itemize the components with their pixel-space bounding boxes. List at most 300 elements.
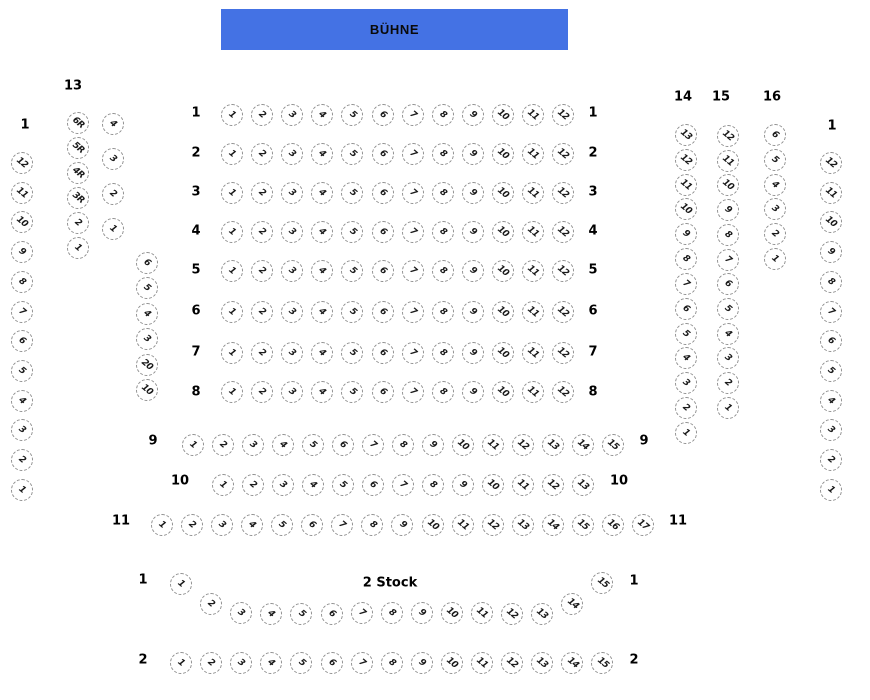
seat-right-block-10[interactable]	[820, 211, 842, 233]
seat-number: 8	[825, 276, 837, 288]
seat-row-7-1[interactable]	[221, 342, 243, 364]
seat-stock2-row-1-12[interactable]	[501, 603, 523, 625]
seat-number: 7	[407, 109, 419, 121]
seat-number: 5	[346, 148, 358, 160]
seat-row-7-2[interactable]	[251, 342, 273, 364]
seat-row-4-11[interactable]	[522, 221, 544, 243]
seat-row-2-9[interactable]	[462, 143, 484, 165]
seat-row-6-3[interactable]	[281, 301, 303, 323]
seat-block13-r-5R[interactable]	[67, 137, 89, 159]
seat-block13-lower-3[interactable]	[136, 328, 158, 350]
seat-row-9-4[interactable]	[272, 434, 294, 456]
seat-row-5-7[interactable]	[402, 260, 424, 282]
seat-row-9-12[interactable]	[512, 434, 534, 456]
seat-row-10-9[interactable]	[452, 474, 474, 496]
seat-row-3-5[interactable]	[341, 182, 363, 204]
seat-stock2-row-1-5[interactable]	[290, 603, 312, 625]
seat-row-2-1[interactable]	[221, 143, 243, 165]
seat-row-9-15[interactable]	[602, 434, 624, 456]
seat-stock2-row-2-7[interactable]	[351, 652, 373, 674]
seat-number: 7	[407, 148, 419, 160]
seat-row-5-6[interactable]	[372, 260, 394, 282]
seat-number: 12	[545, 477, 561, 493]
seat-number: 3	[277, 479, 289, 491]
seat-row-11-12[interactable]	[482, 514, 504, 536]
seat-number: 4	[316, 148, 328, 160]
seat-row-5-8[interactable]	[432, 260, 454, 282]
seat-row-3-6[interactable]	[372, 182, 394, 204]
seat-block13-lower-5[interactable]	[136, 277, 158, 299]
seat-row-4-6[interactable]	[372, 221, 394, 243]
seat-row-8-5[interactable]	[341, 381, 363, 403]
seat-row-7-3[interactable]	[281, 342, 303, 364]
seat-row-1-11[interactable]	[522, 104, 544, 126]
seat-row-1-12[interactable]	[552, 104, 574, 126]
seat-col-16-3[interactable]	[764, 198, 786, 220]
seat-col-16-2[interactable]	[764, 223, 786, 245]
seat-stock2-row-2-5[interactable]	[290, 652, 312, 674]
seat-left-block-2[interactable]	[11, 449, 33, 471]
seat-block13-r-6R[interactable]	[67, 112, 89, 134]
seat-row-7-11[interactable]	[522, 342, 544, 364]
seat-stock2-row-2-14[interactable]	[561, 652, 583, 674]
seat-row-5-11[interactable]	[522, 260, 544, 282]
seat-row-6-6[interactable]	[372, 301, 394, 323]
seat-row-9-14[interactable]	[572, 434, 594, 456]
seat-row-11-3[interactable]	[211, 514, 233, 536]
seat-row-9-8[interactable]	[392, 434, 414, 456]
seat-col-14-5[interactable]	[675, 323, 697, 345]
seat-row-9-13[interactable]	[542, 434, 564, 456]
seat-row-4-1[interactable]	[221, 221, 243, 243]
seat-row-8-7[interactable]	[402, 381, 424, 403]
seat-col-15-9[interactable]	[717, 199, 739, 221]
seat-row-11-14[interactable]	[542, 514, 564, 536]
seat-col-15-11[interactable]	[717, 150, 739, 172]
seat-row-3-9[interactable]	[462, 182, 484, 204]
seat-left-block-11[interactable]	[11, 182, 33, 204]
seat-block13-r-3R[interactable]	[67, 187, 89, 209]
seat-col-14-1[interactable]	[675, 422, 697, 444]
seat-row-11-10[interactable]	[422, 514, 444, 536]
seat-stock2-row-2-1[interactable]	[170, 652, 192, 674]
seat-stock2-row-2-13[interactable]	[531, 652, 553, 674]
seat-row-10-1[interactable]	[212, 474, 234, 496]
seat-row-4-8[interactable]	[432, 221, 454, 243]
seat-right-block-3[interactable]	[820, 419, 842, 441]
seat-row-3-10[interactable]	[492, 182, 514, 204]
seat-col-14-8[interactable]	[675, 248, 697, 270]
seat-left-block-10[interactable]	[11, 211, 33, 233]
seat-number: 8	[437, 109, 449, 121]
seat-number: 16	[605, 517, 621, 533]
seat-right-block-2[interactable]	[820, 449, 842, 471]
seat-col-14-7[interactable]	[675, 273, 697, 295]
seat-number: 3	[286, 347, 298, 359]
seat-row-9-5[interactable]	[302, 434, 324, 456]
seat-row-9-3[interactable]	[242, 434, 264, 456]
seat-col-15-1[interactable]	[717, 397, 739, 419]
seat-row-1-1[interactable]	[221, 104, 243, 126]
seat-left-block-8[interactable]	[11, 271, 33, 293]
seat-right-block-7[interactable]	[820, 301, 842, 323]
seat-row-2-4[interactable]	[311, 143, 333, 165]
seat-stock2-row-1-1[interactable]	[170, 573, 192, 595]
seat-row-1-8[interactable]	[432, 104, 454, 126]
seat-row-4-2[interactable]	[251, 221, 273, 243]
seat-number: 10	[444, 605, 460, 621]
block-14-label: 14	[673, 89, 693, 105]
seat-col-15-12[interactable]	[717, 125, 739, 147]
seat-row-5-5[interactable]	[341, 260, 363, 282]
seat-stock2-row-2-8[interactable]	[381, 652, 403, 674]
seat-number: 11	[678, 177, 694, 193]
seat-row-11-4[interactable]	[241, 514, 263, 536]
seat-row-6-7[interactable]	[402, 301, 424, 323]
seat-row-3-11[interactable]	[522, 182, 544, 204]
seat-stock2-row-1-7[interactable]	[351, 602, 373, 624]
seat-row-10-8[interactable]	[422, 474, 444, 496]
seat-number: 1	[226, 148, 238, 160]
seat-col-16-6[interactable]	[764, 124, 786, 146]
seat-row-6-11[interactable]	[522, 301, 544, 323]
seat-row-2-12[interactable]	[552, 143, 574, 165]
seat-row-2-6[interactable]	[372, 143, 394, 165]
seat-row-1-5[interactable]	[341, 104, 363, 126]
seat-row-5-4[interactable]	[311, 260, 333, 282]
seat-number: 8	[437, 306, 449, 318]
seat-left-block-4[interactable]	[11, 390, 33, 412]
seat-row-8-12[interactable]	[552, 381, 574, 403]
seat-row-1-7[interactable]	[402, 104, 424, 126]
seat-col-14-3[interactable]	[675, 372, 697, 394]
seat-number: 12	[678, 152, 694, 168]
seat-row-6-5[interactable]	[341, 301, 363, 323]
seat-stock2-row-1-9[interactable]	[411, 602, 433, 624]
seat-col-15-7[interactable]	[717, 249, 739, 271]
seat-number: 13	[545, 437, 561, 453]
row-2-right-label: 2	[588, 145, 598, 161]
seat-number: 1	[72, 242, 84, 254]
seat-row-10-11[interactable]	[512, 474, 534, 496]
seat-row-9-2[interactable]	[212, 434, 234, 456]
seat-row-7-9[interactable]	[462, 342, 484, 364]
seat-row-10-13[interactable]	[572, 474, 594, 496]
seat-col-16-4[interactable]	[764, 174, 786, 196]
seat-block13-inner-1[interactable]	[102, 218, 124, 240]
seat-row-10-5[interactable]	[332, 474, 354, 496]
seat-stock2-row-2-15[interactable]	[591, 652, 613, 674]
seat-row-4-3[interactable]	[281, 221, 303, 243]
seat-row-10-2[interactable]	[242, 474, 264, 496]
seat-row-11-13[interactable]	[512, 514, 534, 536]
seat-number: 4	[316, 306, 328, 318]
row-3-left-label: 3	[191, 184, 201, 200]
seat-row-8-2[interactable]	[251, 381, 273, 403]
seat-row-7-10[interactable]	[492, 342, 514, 364]
seat-number: 5	[825, 365, 837, 377]
seat-row-1-4[interactable]	[311, 104, 333, 126]
seat-stock2-row-2-10[interactable]	[441, 652, 463, 674]
block-15-label: 15	[711, 89, 731, 105]
seat-row-7-7[interactable]	[402, 342, 424, 364]
seat-row-5-2[interactable]	[251, 260, 273, 282]
seat-row-7-6[interactable]	[372, 342, 394, 364]
seat-number: 10	[495, 107, 511, 123]
seat-right-block-1[interactable]	[820, 479, 842, 501]
seat-row-11-17[interactable]	[632, 514, 654, 536]
seat-row-8-8[interactable]	[432, 381, 454, 403]
seat-row-10-10[interactable]	[482, 474, 504, 496]
seat-left-block-9[interactable]	[11, 241, 33, 263]
seat-col-14-6[interactable]	[675, 298, 697, 320]
seat-left-block-7[interactable]	[11, 301, 33, 323]
seat-left-block-3[interactable]	[11, 419, 33, 441]
seat-row-4-7[interactable]	[402, 221, 424, 243]
seat-number: 11	[525, 146, 541, 162]
seat-row-2-11[interactable]	[522, 143, 544, 165]
seat-block13-inner-4[interactable]	[102, 113, 124, 135]
seat-row-11-16[interactable]	[602, 514, 624, 536]
row-10-left-label: 10	[170, 473, 190, 489]
seat-row-8-4[interactable]	[311, 381, 333, 403]
seat-row-5-10[interactable]	[492, 260, 514, 282]
seat-right-block-11[interactable]	[820, 182, 842, 204]
seat-row-10-3[interactable]	[272, 474, 294, 496]
seat-col-16-1[interactable]	[764, 248, 786, 270]
seat-row-7-4[interactable]	[311, 342, 333, 364]
seat-stock2-row-2-12[interactable]	[501, 652, 523, 674]
seat-row-4-12[interactable]	[552, 221, 574, 243]
seat-col-15-8[interactable]	[717, 224, 739, 246]
seat-col-14-13[interactable]	[675, 124, 697, 146]
seat-row-3-1[interactable]	[221, 182, 243, 204]
seat-row-1-10[interactable]	[492, 104, 514, 126]
seat-number: 7	[680, 278, 692, 290]
seat-number: 10	[495, 304, 511, 320]
seat-number: 12	[515, 437, 531, 453]
seat-row-11-15[interactable]	[572, 514, 594, 536]
seat-number: 10	[495, 224, 511, 240]
seat-row-3-8[interactable]	[432, 182, 454, 204]
seat-col-15-3[interactable]	[717, 347, 739, 369]
seat-row-3-12[interactable]	[552, 182, 574, 204]
seat-stock2-row-1-14[interactable]	[561, 593, 583, 615]
seat-left-block-5[interactable]	[11, 360, 33, 382]
seat-row-6-2[interactable]	[251, 301, 273, 323]
seat-col-15-10[interactable]	[717, 174, 739, 196]
seat-row-1-3[interactable]	[281, 104, 303, 126]
seat-col-15-5[interactable]	[717, 298, 739, 320]
seat-row-3-3[interactable]	[281, 182, 303, 204]
seat-stock2-row-2-9[interactable]	[411, 652, 433, 674]
seat-number: 4	[265, 657, 277, 669]
seat-left-block-12[interactable]	[11, 152, 33, 174]
seat-row-5-9[interactable]	[462, 260, 484, 282]
seat-col-15-4[interactable]	[717, 323, 739, 345]
seat-row-4-5[interactable]	[341, 221, 363, 243]
seat-row-6-9[interactable]	[462, 301, 484, 323]
seat-stock2-row-1-2[interactable]	[200, 593, 222, 615]
seat-stock2-row-1-8[interactable]	[381, 602, 403, 624]
seat-number: 11	[823, 185, 839, 201]
seat-number: 9	[467, 306, 479, 318]
seat-row-3-4[interactable]	[311, 182, 333, 204]
seat-number: 3	[286, 265, 298, 277]
seat-row-9-10[interactable]	[452, 434, 474, 456]
seat-row-7-5[interactable]	[341, 342, 363, 364]
row-2-left-label: 2	[191, 145, 201, 161]
seat-row-5-1[interactable]	[221, 260, 243, 282]
seat-number: 7	[397, 479, 409, 491]
seat-row-11-9[interactable]	[391, 514, 413, 536]
seat-row-7-8[interactable]	[432, 342, 454, 364]
seat-number: 7	[336, 519, 348, 531]
seat-row-10-6[interactable]	[362, 474, 384, 496]
seat-row-8-9[interactable]	[462, 381, 484, 403]
seat-row-6-10[interactable]	[492, 301, 514, 323]
seat-row-5-3[interactable]	[281, 260, 303, 282]
seat-row-4-4[interactable]	[311, 221, 333, 243]
seat-stock2-row-1-10[interactable]	[441, 602, 463, 624]
seat-row-6-4[interactable]	[311, 301, 333, 323]
seat-right-block-6[interactable]	[820, 330, 842, 352]
seat-col-14-11[interactable]	[675, 174, 697, 196]
seat-row-6-1[interactable]	[221, 301, 243, 323]
seat-number: 13	[678, 127, 694, 143]
seat-number: 6	[326, 608, 337, 620]
seat-right-block-12[interactable]	[820, 152, 842, 174]
seat-row-5-12[interactable]	[552, 260, 574, 282]
seat-stock2-row-1-6[interactable]	[321, 603, 343, 625]
seat-stock2-row-1-11[interactable]	[471, 602, 493, 624]
seat-number: 7	[722, 253, 734, 266]
stock2-row-2-right-label: 2	[629, 652, 639, 668]
seat-row-9-1[interactable]	[182, 434, 204, 456]
seat-row-8-11[interactable]	[522, 381, 544, 403]
seat-block13-lower-4[interactable]	[136, 303, 158, 325]
seat-row-2-7[interactable]	[402, 143, 424, 165]
seat-right-block-8[interactable]	[820, 271, 842, 293]
seat-row-10-4[interactable]	[302, 474, 324, 496]
seat-stock2-row-1-3[interactable]	[230, 602, 252, 624]
seat-number: 4	[246, 519, 258, 531]
seat-number: 5	[346, 109, 358, 121]
row-6-right-label: 6	[588, 303, 598, 319]
seat-stock2-row-2-6[interactable]	[321, 652, 343, 674]
seat-col-14-2[interactable]	[675, 397, 697, 419]
seat-row-11-11[interactable]	[452, 514, 474, 536]
seat-number: 5	[680, 327, 692, 340]
seat-col-14-12[interactable]	[675, 149, 697, 171]
seat-stock2-row-1-4[interactable]	[260, 603, 282, 625]
seat-row-4-9[interactable]	[462, 221, 484, 243]
seat-number: 2	[217, 439, 229, 451]
seat-block13-lower-10[interactable]	[136, 379, 158, 401]
seat-row-9-9[interactable]	[422, 434, 444, 456]
seat-stock2-row-1-15[interactable]	[591, 572, 613, 594]
seat-right-block-4[interactable]	[820, 390, 842, 412]
seat-right-block-5[interactable]	[820, 360, 842, 382]
seat-number: 9	[467, 148, 479, 160]
seat-row-8-10[interactable]	[492, 381, 514, 403]
seat-row-10-12[interactable]	[542, 474, 564, 496]
seat-col-16-5[interactable]	[764, 149, 786, 171]
seat-row-11-7[interactable]	[331, 514, 353, 536]
seat-number: 4	[722, 327, 734, 340]
seat-row-11-5[interactable]	[271, 514, 293, 536]
row-7-left-label: 7	[191, 344, 201, 360]
seat-block13-lower-20[interactable]	[136, 354, 158, 376]
seat-row-11-8[interactable]	[361, 514, 383, 536]
seat-stock2-row-2-11[interactable]	[471, 652, 493, 674]
seat-right-block-9[interactable]	[820, 241, 842, 263]
seat-row-2-5[interactable]	[341, 143, 363, 165]
seat-row-2-2[interactable]	[251, 143, 273, 165]
seat-col-14-4[interactable]	[675, 347, 697, 369]
seat-col-15-6[interactable]	[717, 273, 739, 295]
seat-row-9-11[interactable]	[482, 434, 504, 456]
seat-row-7-12[interactable]	[552, 342, 574, 364]
seat-row-3-7[interactable]	[402, 182, 424, 204]
seat-row-8-6[interactable]	[372, 381, 394, 403]
seat-block13-lower-6[interactable]	[136, 252, 158, 274]
seat-number: 11	[474, 605, 490, 621]
seat-row-11-1[interactable]	[151, 514, 173, 536]
seat-row-1-2[interactable]	[251, 104, 273, 126]
seat-stock2-row-2-4[interactable]	[260, 652, 282, 674]
seat-block13-inner-3[interactable]	[102, 148, 124, 170]
seat-row-4-10[interactable]	[492, 221, 514, 243]
seat-number: 11	[454, 517, 471, 533]
seat-row-3-2[interactable]	[251, 182, 273, 204]
seat-left-block-1[interactable]	[11, 479, 33, 501]
seat-col-14-9[interactable]	[675, 223, 697, 245]
seat-stock2-row-2-2[interactable]	[200, 652, 222, 674]
seat-block13-r-1[interactable]	[67, 237, 89, 259]
seat-left-block-6[interactable]	[11, 330, 33, 352]
seat-row-2-10[interactable]	[492, 143, 514, 165]
seat-stock2-row-1-13[interactable]	[531, 603, 553, 625]
seat-number: 15	[594, 655, 611, 671]
seat-number: 4	[769, 178, 781, 191]
seat-row-10-7[interactable]	[392, 474, 414, 496]
seat-number: 1	[107, 223, 119, 235]
seat-number: 1	[226, 386, 238, 398]
seat-stock2-row-2-3[interactable]	[230, 652, 252, 674]
seat-col-15-2[interactable]	[717, 372, 739, 394]
seat-number: 13	[534, 655, 550, 671]
seat-row-8-1[interactable]	[221, 381, 243, 403]
seat-row-9-7[interactable]	[362, 434, 384, 456]
seat-number: 2	[825, 454, 837, 466]
seat-row-11-6[interactable]	[301, 514, 323, 536]
seat-row-8-3[interactable]	[281, 381, 303, 403]
seat-row-2-8[interactable]	[432, 143, 454, 165]
seat-row-1-6[interactable]	[372, 104, 394, 126]
seat-block13-r-2[interactable]	[67, 212, 89, 234]
seat-block13-r-4R[interactable]	[67, 162, 89, 184]
seat-row-9-6[interactable]	[332, 434, 354, 456]
seat-number: 3	[680, 377, 692, 389]
seat-row-6-12[interactable]	[552, 301, 574, 323]
seat-row-2-3[interactable]	[281, 143, 303, 165]
seat-row-11-2[interactable]	[181, 514, 203, 536]
seat-row-6-8[interactable]	[432, 301, 454, 323]
seat-block13-inner-2[interactable]	[102, 183, 124, 205]
seat-col-14-10[interactable]	[675, 198, 697, 220]
seat-row-1-9[interactable]	[462, 104, 484, 126]
